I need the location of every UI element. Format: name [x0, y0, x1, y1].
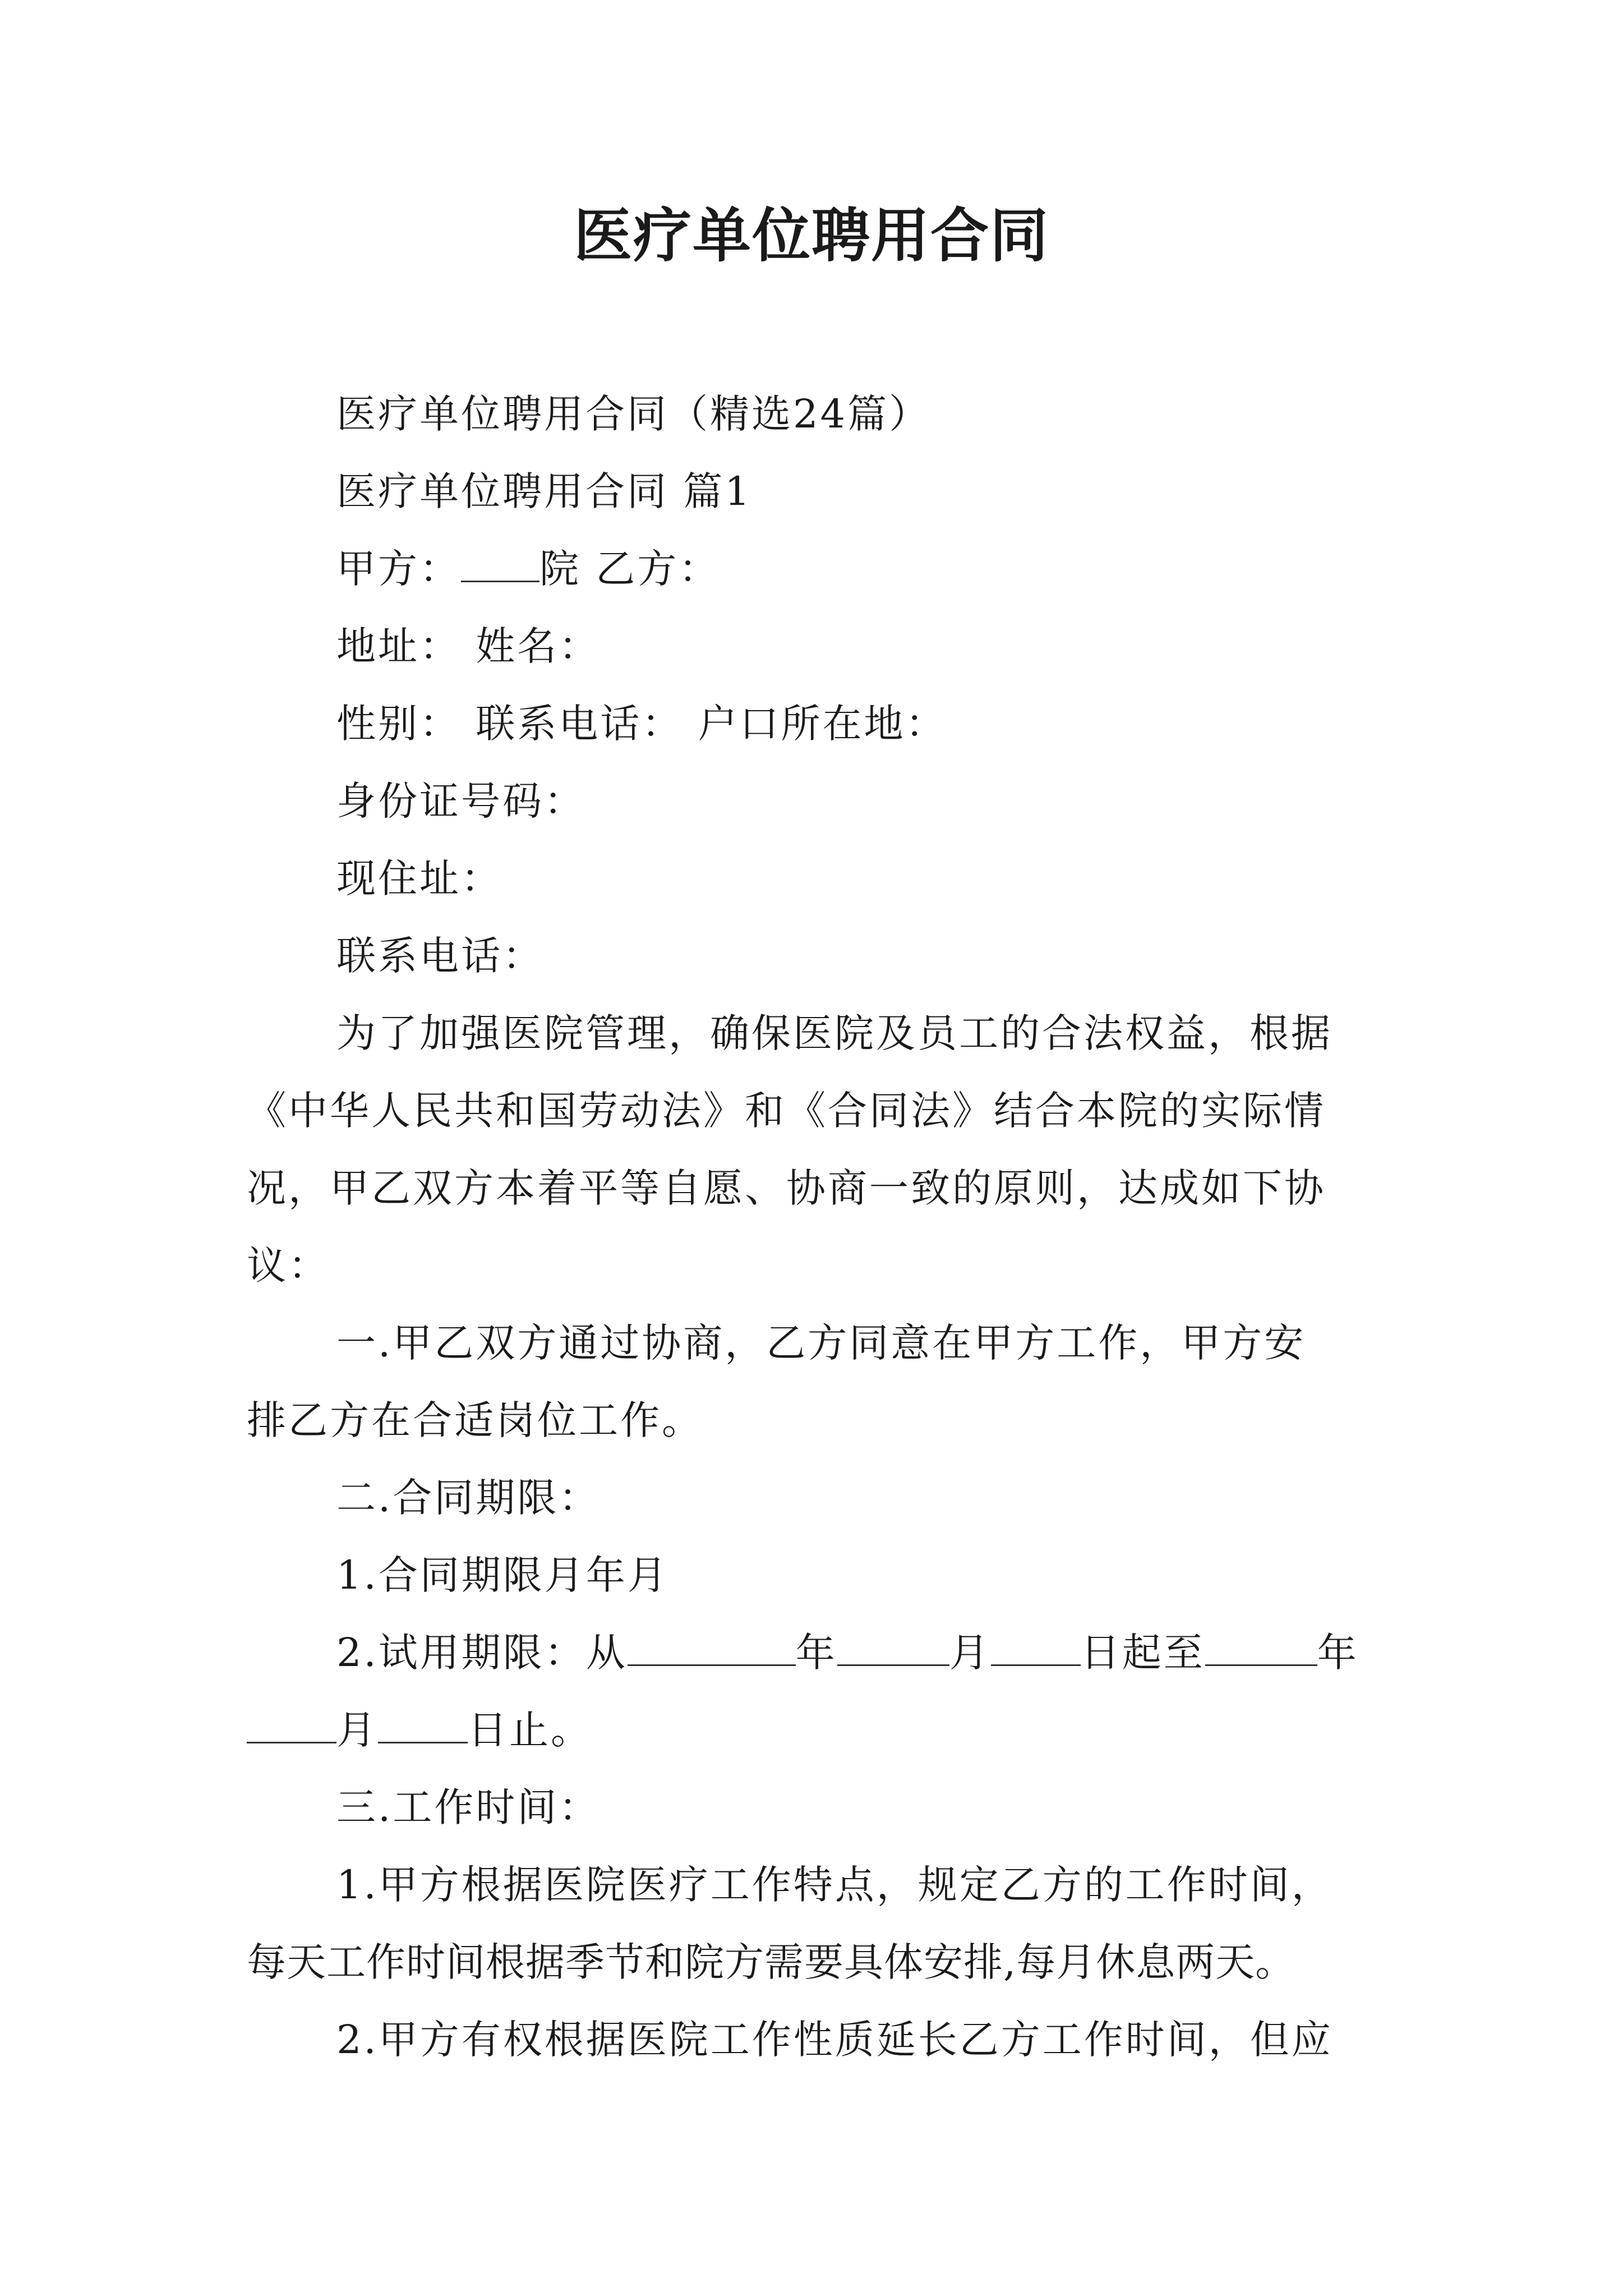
day-blank [991, 1632, 1081, 1666]
year-blank [628, 1632, 796, 1666]
id-number-line: 身份证号码： [336, 778, 585, 824]
address-line: 地址： 姓名： [336, 623, 601, 669]
paragraph-line: 况，甲乙双方本着平等自愿、协商一致的原则，达成如下协 [247, 1165, 1326, 1211]
gender-line: 性别： 联系电话： 户口所在地： [336, 701, 947, 747]
month-blank [247, 1709, 336, 1743]
month-label: 月 [949, 1630, 991, 1676]
trial-period-end-line [247, 1692, 1385, 1768]
party-a-blank [461, 548, 540, 582]
clause-line: 2.甲方有权根据医院工作性质延长乙方工作时间，但应 [336, 2017, 1333, 2063]
paragraph-line: 为了加强医院管理，确保医院及员工的合法权益，根据 [336, 1010, 1332, 1056]
trial-period-line [247, 1614, 1385, 1691]
phone-line: 联系电话： [336, 933, 544, 979]
paragraph-line: 议： [247, 1243, 330, 1289]
clause-line: 1.甲方根据医院医疗工作特点，规定乙方的工作时间， [336, 1862, 1333, 1908]
year-label: 年 [1317, 1630, 1359, 1676]
day-until-label: 日起至 [1080, 1630, 1205, 1676]
year-blank [1205, 1632, 1317, 1666]
clause-heading: 二.合同期限： [336, 1475, 601, 1521]
month-label: 月 [336, 1707, 378, 1753]
current-address-line: 现住址： [336, 855, 502, 901]
clause-line: 一.甲乙双方通过协商，乙方同意在甲方工作，甲方安 [336, 1320, 1306, 1366]
trial-period-label: 2.试用期限：从 [336, 1630, 628, 1676]
clause-line: 每天工作时间根据季节和院方需要具体安排,每月休息两天。 [247, 1939, 1295, 1985]
party-a-line [247, 531, 1385, 607]
party-b-label: 院 乙方： [540, 546, 721, 592]
clause-line: 1.合同期限月年月 [336, 1552, 669, 1598]
clause-line: 排乙方在合适岗位工作。 [247, 1397, 703, 1443]
section-heading: 医疗单位聘用合同 篇1 [336, 468, 752, 514]
party-a-label: 甲方： [336, 546, 461, 592]
month-blank [837, 1632, 949, 1666]
day-end-label: 日止。 [468, 1707, 592, 1753]
day-blank [378, 1709, 468, 1743]
clause-heading: 三.工作时间： [336, 1784, 601, 1830]
year-label: 年 [795, 1630, 837, 1676]
document-title: 医疗单位聘用合同 [573, 201, 1049, 270]
paragraph-line: 《中华人民共和国劳动法》和《合同法》结合本院的实际情 [247, 1088, 1326, 1134]
subtitle-line: 医疗单位聘用合同（精选24篇） [336, 391, 931, 437]
